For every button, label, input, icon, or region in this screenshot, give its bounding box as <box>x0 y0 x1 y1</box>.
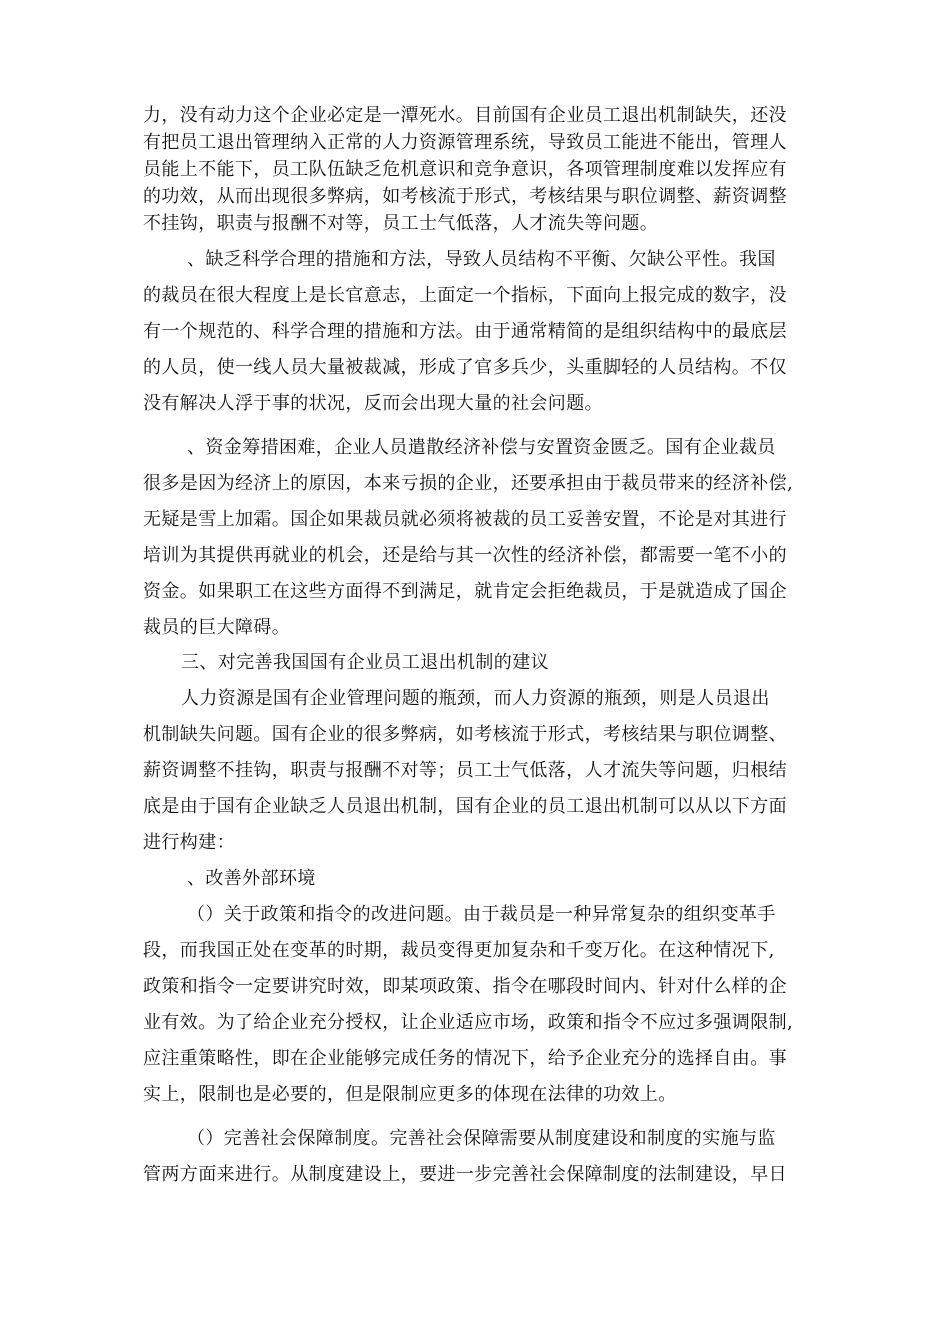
text-line: 、资金筹措困难，企业人员遣散经济补偿与安置资金匮乏。国有企业裁员 <box>187 437 776 458</box>
text-line: 管两方面来进行。从制度建设上，要进一步完善社会保障制度的法制建设，早日 <box>143 1164 787 1185</box>
text-line: （）关于政策和指令的改进问题。由于裁员是一种异常复杂的组织变革手 <box>187 904 776 925</box>
text-line: 力，没有动力这个企业必定是一潭死水。目前国有企业员工退出机制缺失，还没 <box>143 105 787 126</box>
text-line: 段，而我国正处在变革的时期，裁员变得更加复杂和千变万化。在这种情况下, <box>143 940 775 961</box>
subsection-heading: 、改善外部环境 <box>187 868 316 889</box>
text-line: 的功效，从而出现很多弊病，如考核流于形式，考核结果与职位调整、薪资调整 <box>143 186 787 207</box>
text-line: 员能上不能下，员工队伍缺乏危机意识和竞争意识，各项管理制度难以发挥应有 <box>143 159 787 180</box>
text-line: 不挂钩，职责与报酬不对等，员工士气低落，人才流失等问题。 <box>143 213 659 234</box>
text-line: 无疑是雪上加霜。国企如果裁员就必须将被裁的员工妥善安置，不论是对其进行 <box>143 509 787 530</box>
text-line: （）完善社会保障制度。完善社会保障需要从制度建设和制度的实施与监 <box>187 1128 776 1149</box>
text-line: 薪资调整不挂钩，职责与报酬不对等；员工士气低落，人才流失等问题，归根结 <box>143 760 787 781</box>
text-line: 、缺乏科学合理的措施和方法，导致人员结构不平衡、欠缺公平性。我国 <box>187 249 776 270</box>
text-line: 进行构建： <box>143 832 235 853</box>
text-line: 的人员，使一线人员大量被裁减，形成了官多兵少，头重脚轻的人员结构。不仅 <box>143 357 787 378</box>
text-line: 底是由于国有企业缺乏人员退出机制，国有企业的员工退出机制可以从以下方面 <box>143 796 787 817</box>
text-line: 的裁员在很大程度上是长官意志，上面定一个指标，下面向上报完成的数字，没 <box>143 285 787 306</box>
text-line: 有一个规范的、科学合理的措施和方法。由于通常精简的是组织结构中的最底层 <box>143 321 787 342</box>
text-line: 有把员工退出管理纳入正常的人力资源管理系统，导致员工能进不能出，管理人 <box>143 132 787 153</box>
text-line: 政策和指令一定要讲究时效，即某项政策、指令在哪段时间内、针对什么样的企 <box>143 976 787 997</box>
text-line: 裁员的巨大障碍。 <box>143 617 291 638</box>
text-line: 应注重策略性，即在企业能够完成任务的情况下，给予企业充分的选择自由。事 <box>143 1048 787 1069</box>
text-line: 机制缺失问题。国有企业的很多弊病，如考核流于形式，考核结果与职位调整、 <box>143 724 787 745</box>
text-line: 培训为其提供再就业的机会，还是给与其一次性的经济补偿，都需要一笔不小的 <box>143 545 787 566</box>
text-line: 业有效。为了给企业充分授权，让企业适应市场，政策和指令不应过多强调限制, <box>143 1012 794 1033</box>
text-line: 没有解决人浮于事的状况，反而会出现大量的社会问题。 <box>143 393 603 414</box>
text-line: 实上，限制也是必要的，但是限制应更多的体现在法律的功效上。 <box>143 1084 677 1105</box>
text-line: 很多是因为经济上的原因，本来亏损的企业，还要承担由于裁员带来的经济补偿, <box>143 473 794 494</box>
section-heading: 三、对完善我国国有企业员工退出机制的建议 <box>181 652 549 673</box>
text-line: 人力资源是国有企业管理问题的瓶颈，而人力资源的瓶颈，则是人员退出 <box>181 688 770 709</box>
text-line: 资金。如果职工在这些方面得不到满足，就肯定会拒绝裁员，于是就造成了国企 <box>143 581 787 602</box>
